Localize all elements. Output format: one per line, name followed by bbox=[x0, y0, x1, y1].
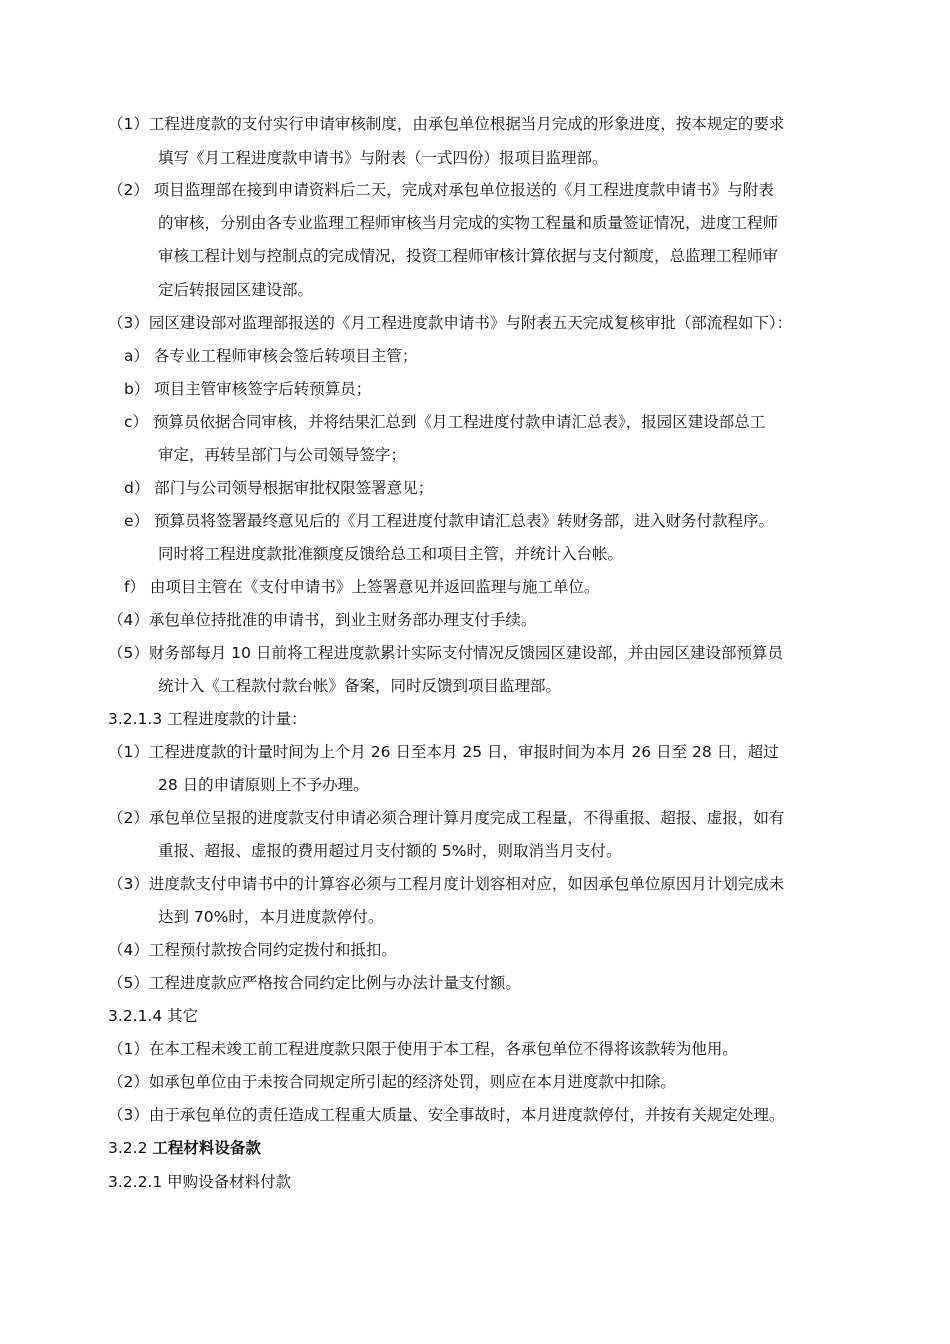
paragraph-line: （4）承包单位持批准的申请书，到业主财务部办理支付手续。 bbox=[108, 611, 537, 629]
paragraph-line: 28 日的申请原则上不予办理。 bbox=[158, 776, 369, 794]
paragraph-line: （1）工程进度款的支付实行申请审核制度，由承包单位根据当月完成的形象进度，按本规定的要求 bbox=[108, 115, 785, 133]
section-heading-3221: 3.2.2.1 甲购设备材料付款 bbox=[108, 1173, 292, 1191]
paragraph-line: 同时将工程进度款批准额度反馈给总工和项目主管，并统计入台帐。 bbox=[158, 545, 624, 563]
paragraph-line: （1）工程进度款的计量时间为上个月 26 日至本月 25 日，审报时间为本月 26 日至 28 日，超过 bbox=[108, 743, 779, 761]
paragraph-line: 审核工程计划与控制点的完成情况，投资工程师审核计算依据与支付额度，总监理工程师审 bbox=[158, 247, 779, 265]
paragraph-line: （2）如承包单位由于未按合同规定所引起的经济处罚，则应在本月进度款中扣除。 bbox=[108, 1073, 676, 1091]
paragraph-line: 重报、超报、虚报的费用超过月支付额的 5%时，则取消当月支付。 bbox=[158, 842, 622, 860]
list-item: d） 部门与公司领导根据审批权限签署意见； bbox=[124, 479, 434, 497]
heading-title: 工程材料设备款 bbox=[152, 1139, 261, 1157]
paragraph-line: （3）园区建设部对监理部报送的《月工程进度款申请书》与附表五天完成复核审批（部流程如下）： bbox=[108, 314, 793, 332]
paragraph-line: （1）在本工程未竣工前工程进度款只限于使用于本工程，各承包单位不得将该款转为他用。 bbox=[108, 1040, 738, 1058]
paragraph-line: （3）由于承包单位的责任造成工程重大质量、安全事故时，本月进度款停付，并按有关规定处理。 bbox=[108, 1106, 785, 1124]
section-heading-322 bbox=[108, 1136, 261, 1160]
section-heading: 3.2.1.4 其它 bbox=[108, 1007, 199, 1025]
paragraph-line: （5）财务部每月 10 日前将工程进度款累计实际支付情况反馈园区建设部，并由园区建设部预算员 bbox=[108, 644, 783, 662]
paragraph-line: 的审核，分别由各专业监理工程师审核当月完成的实物工程量和质量签证情况，进度工程师 bbox=[158, 214, 779, 232]
list-item: e） 预算员将签署最终意见后的《月工程进度付款申请汇总表》转财务部，进入财务付款程序。 bbox=[124, 512, 774, 530]
paragraph-line: 达到 70%时，本月进度款停付。 bbox=[158, 908, 384, 926]
heading-number: 3.2.2 bbox=[108, 1139, 153, 1157]
paragraph-line: （2） 项目监理部在接到申请资料后二天，完成对承包单位报送的《月工程进度款申请书》与附表 bbox=[108, 181, 774, 199]
paragraph-line: 统计入《工程款付款台帐》备案，同时反馈到项目监理部。 bbox=[158, 677, 562, 695]
list-item: c） 预算员依据合同审核，并将结果汇总到《月工程进度付款申请汇总表》，报园区建设部总工 bbox=[124, 413, 766, 431]
list-item: f） 由项目主管在《支付申请书》上签署意见并返回监理与施工单位。 bbox=[124, 578, 600, 596]
list-item: a） 各专业工程师审核会签后转项目主管； bbox=[124, 347, 418, 365]
paragraph-line: （2）承包单位呈报的进度款支付申请必须合理计算月度完成工程量，不得重报、超报、虚报，如有 bbox=[108, 809, 785, 827]
paragraph-line: （4）工程预付款按合同约定拨付和抵扣。 bbox=[108, 941, 397, 959]
paragraph-line: 审定，再转呈部门与公司领导签字； bbox=[158, 446, 407, 464]
paragraph-line: 定后转报园区建设部。 bbox=[158, 281, 314, 299]
paragraph-line: （3）进度款支付申请书中的计算容必须与工程月度计划容相对应，如因承包单位原因月计划完成未 bbox=[108, 875, 785, 893]
list-item: b） 项目主管审核签字后转预算员； bbox=[124, 380, 372, 398]
section-heading: 3.2.1.3 工程进度款的计量： bbox=[108, 710, 307, 728]
paragraph-line: 填写《月工程进度款申请书》与附表（一式四份）报项目监理部。 bbox=[158, 149, 608, 167]
paragraph-line: （5）工程进度款应严格按合同约定比例与办法计量支付额。 bbox=[108, 974, 521, 992]
